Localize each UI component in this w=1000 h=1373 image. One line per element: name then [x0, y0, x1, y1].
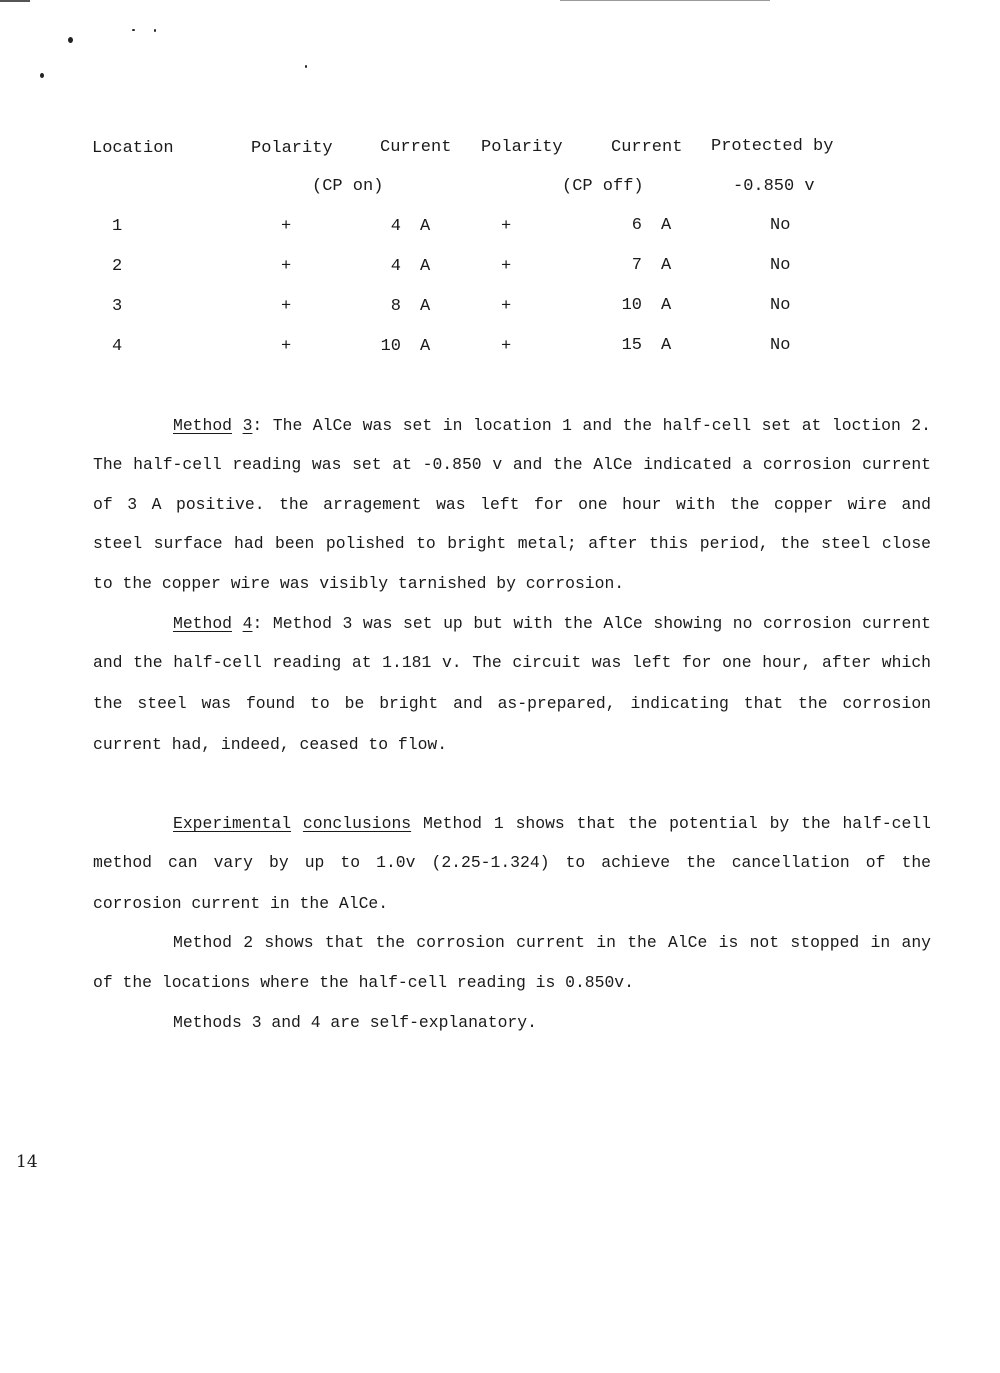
row-polarity-on: +	[281, 337, 292, 356]
row-unit-on: A	[420, 257, 431, 276]
row-polarity-on: +	[281, 217, 292, 236]
row-location: 1	[112, 217, 123, 236]
paragraph-line: corrosion current in the AlCe.	[93, 894, 389, 913]
paragraph-line: to the copper wire was visibly tarnished by corrosion.	[93, 574, 625, 593]
scan-speck	[305, 65, 307, 68]
row-unit-off: A	[661, 256, 672, 275]
scan-artifact-line	[560, 0, 770, 1]
row-protected: No	[770, 256, 791, 275]
paragraph-line: of the locations where the half-cell reading is 0.850v.	[93, 973, 634, 992]
header-polarity-off: Polarity	[481, 138, 563, 157]
row-unit-off: A	[661, 216, 672, 235]
scan-artifact-line	[0, 0, 30, 2]
row-polarity-on: +	[281, 297, 292, 316]
row-current-on: 8	[390, 297, 401, 316]
conclusions-heading-word-1: Experimental	[173, 814, 292, 833]
row-location: 4	[112, 337, 123, 356]
paragraph-line	[173, 416, 931, 436]
paragraph-line	[173, 614, 931, 634]
subheader-cp-on: (CP on)	[312, 177, 384, 196]
row-current-off: 7	[631, 256, 642, 275]
method-3-line-1: : The AlCe was set in location 1 and the half-cell set at loction 2.	[252, 416, 931, 435]
row-polarity-off: +	[501, 297, 512, 316]
method-3-heading-word: Method	[173, 416, 233, 435]
conclusions-line-1: Method 1 shows that the potential by the half-cell	[411, 814, 931, 833]
row-current-on: 4	[390, 257, 401, 276]
header-polarity-on: Polarity	[251, 139, 333, 158]
row-polarity-off: +	[501, 217, 512, 236]
paragraph-line: Methods 3 and 4 are self-explanatory.	[173, 1013, 537, 1032]
paragraph-line: The half-cell reading was set at -0.850 v and the AlCe indicated a corrosion current	[93, 455, 931, 474]
paragraph-line	[173, 814, 931, 834]
paragraph-line: method can vary by up to 1.0v (2.25-1.324) to achieve the cancellation of the	[93, 853, 931, 872]
paragraph-line: Method 2 shows that the corrosion current in the AlCe is not stopped in any	[173, 933, 931, 952]
paragraph-line: and the half-cell reading at 1.181 v. The circuit was left for one hour, after which	[93, 653, 931, 672]
row-polarity-off: +	[501, 337, 512, 356]
method-3-heading-number: 3	[242, 416, 253, 435]
method-4-line-1: : Method 3 was set up but with the AlCe showing no corrosion current	[252, 614, 931, 633]
row-current-off: 6	[631, 216, 642, 235]
row-unit-off: A	[661, 296, 672, 315]
row-unit-on: A	[420, 217, 431, 236]
conclusions-heading-word-2: conclusions	[302, 814, 412, 833]
row-current-off: 10	[621, 296, 642, 315]
row-polarity-on: +	[281, 257, 292, 276]
paragraph-line: of 3 A positive. the arragement was left for one hour with the copper wire and	[93, 495, 931, 514]
header-current-off: Current	[611, 138, 683, 157]
header-location: Location	[92, 139, 174, 158]
row-unit-on: A	[420, 297, 431, 316]
header-protected-by: Protected by	[711, 137, 834, 156]
subheader-cp-off: (CP off)	[562, 177, 644, 196]
method-4-heading-number: 4	[242, 614, 253, 633]
row-location: 3	[112, 297, 123, 316]
row-unit-off: A	[661, 336, 672, 355]
method-4-heading-word: Method	[173, 614, 233, 633]
scan-speck	[154, 29, 156, 32]
paragraph-line: current had, indeed, ceased to flow.	[93, 735, 448, 754]
row-unit-on: A	[420, 337, 431, 356]
page-number: 14	[16, 1152, 38, 1172]
row-current-on: 4	[390, 217, 401, 236]
subheader-protected-threshold: -0.850 v	[733, 177, 815, 196]
row-location: 2	[112, 257, 123, 276]
paragraph-line: the steel was found to be bright and as-prepared, indicating that the corrosion	[93, 694, 931, 713]
row-protected: No	[770, 296, 791, 315]
scan-speck	[132, 29, 135, 31]
row-protected: No	[770, 216, 791, 235]
scan-speck	[40, 73, 44, 78]
scan-speck	[68, 37, 73, 43]
header-current-on: Current	[380, 138, 452, 157]
row-polarity-off: +	[501, 257, 512, 276]
row-current-off: 15	[621, 336, 642, 355]
row-current-on: 10	[380, 337, 401, 356]
paragraph-line: steel surface had been polished to bright metal; after this period, the steel close	[93, 534, 931, 553]
row-protected: No	[770, 336, 791, 355]
